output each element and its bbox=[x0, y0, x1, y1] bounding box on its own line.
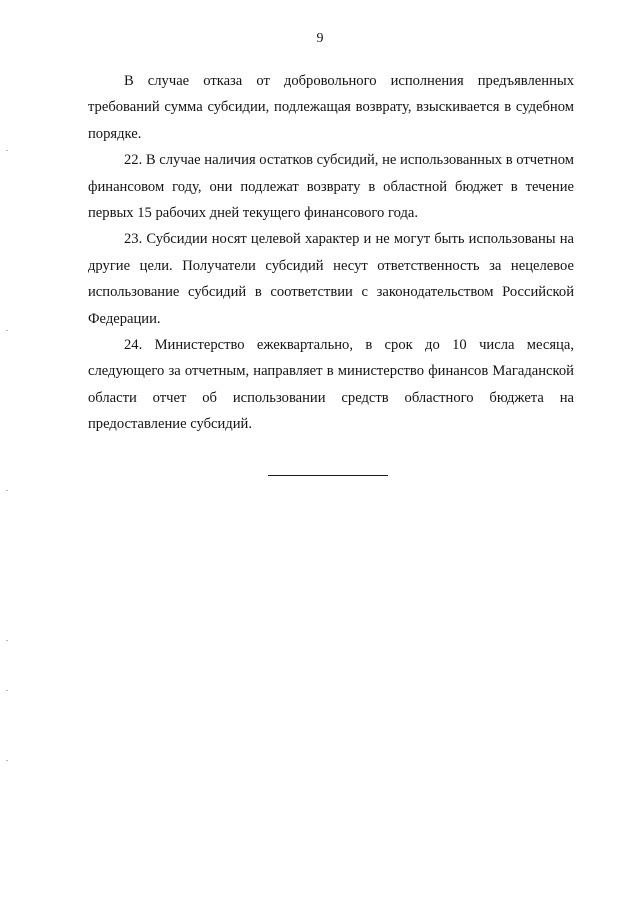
end-divider bbox=[268, 475, 388, 476]
document-body bbox=[88, 68, 574, 438]
scan-margin-mark bbox=[6, 760, 8, 761]
scan-margin-mark bbox=[6, 330, 8, 331]
scan-margin-mark bbox=[6, 150, 8, 151]
scan-margin-mark bbox=[6, 640, 8, 641]
page-number: 9 bbox=[316, 31, 324, 46]
paragraph-24: 24. Министерство ежеквартально, в срок до 10 числа месяца, следующего за отчетным, направляет в министерство финансов Магаданской области отчет об использовании средств областного бюджета на предоставление субсидий. bbox=[88, 337, 574, 433]
scan-margin-mark bbox=[6, 690, 8, 691]
paragraph-22: 22. В случае наличия остатков субсидий, не использованных в отчетном финансовом году, они подлежат возврату в областной бюджет в течение первых 15 рабочих дней текущего финансового года. bbox=[88, 152, 574, 222]
scan-margin-mark bbox=[6, 490, 8, 491]
paragraph-refund-enforcement: В случае отказа от добровольного исполнения предъявленных требований сумма субсидии, подлежащая возврату, взыскивается в судебном порядке. bbox=[88, 73, 574, 142]
paragraph-23: 23. Субсидии носят целевой характер и не могут быть использованы на другие цели. Получатели субсидий несут ответственность за нецелевое использование субсидий в соответствии с законодательством Российской Федерации. bbox=[88, 231, 574, 327]
